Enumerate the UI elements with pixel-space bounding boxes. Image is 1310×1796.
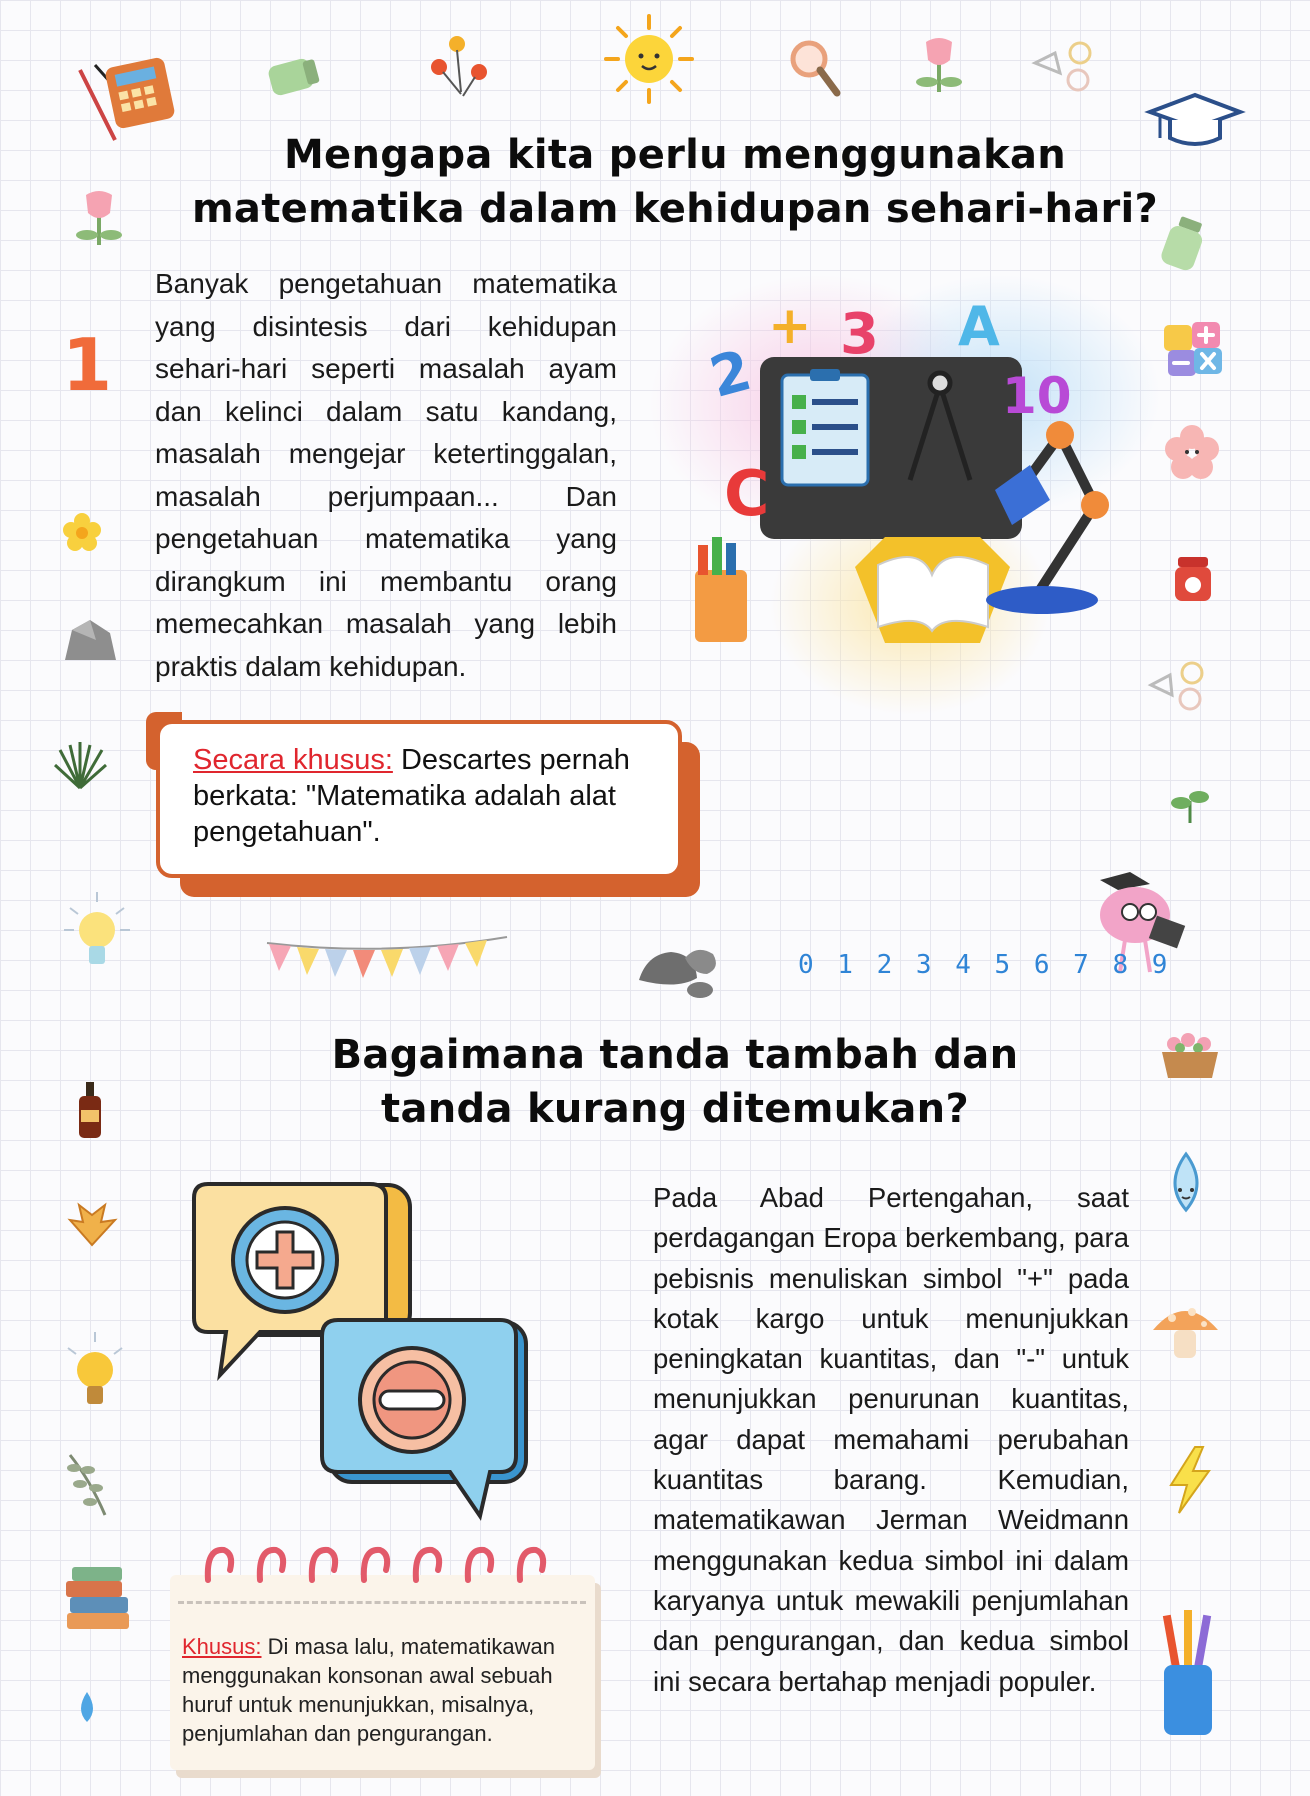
books-icon bbox=[62, 1565, 137, 1635]
section-title-line: Mengapa kita perlu menggunakan bbox=[283, 132, 1067, 178]
flower-icon bbox=[62, 512, 102, 552]
section-body-text: Pada Abad Pertengahan, saat perdagangan Eropa berkembang, para pebisnis menuliskan simbol "+" pada kotak kargo untuk menunjukkan peningkatan kuantitas, dan "-" untuk menunjukkan penurunan kuantitas, agar dapat memahami perubahan kuantitas barang. Kemudian, matematikawan Jerman Weidmann menggunakan kedua simbol ini dalam karyanya untuk mewakili penjumlahan dan pengurangan, dan kedua simbol ini secara bertahap menjadi populer. bbox=[653, 1182, 1129, 1697]
mushroom-icon bbox=[1148, 1298, 1223, 1363]
tulip-icon bbox=[72, 185, 127, 250]
number-one-decoration: 1 bbox=[62, 323, 113, 407]
callout-label: Secara khusus: bbox=[193, 744, 393, 776]
jam-jar-icon bbox=[1170, 555, 1215, 605]
jar-icon bbox=[265, 50, 325, 100]
sun-icon bbox=[604, 14, 694, 104]
note-dashed-line bbox=[178, 1601, 586, 1604]
illustration-number: 2 bbox=[703, 338, 758, 411]
section-title-line: Bagaimana tanda tambah dan bbox=[331, 1032, 1019, 1078]
section-body-text: Banyak pengetahuan matematika yang disintesis dari kehidupan sehari-hari seperti masalah ayam dan kelinci dalam satu kandang, masalah mengejar ketertinggalan, masalah perjumpaan... Dan pengetahuan matematika yang dirangkum ini membantu orang memecahkan masalah yang lebih praktis dalam kehidupan. bbox=[155, 268, 617, 682]
illustration-number: 3 bbox=[840, 302, 879, 367]
rock-icon bbox=[60, 615, 120, 670]
illustration-number: 10 bbox=[1002, 367, 1072, 425]
magnifier-icon bbox=[785, 35, 845, 100]
rocks-icon bbox=[637, 940, 722, 1000]
pushpins-icon bbox=[425, 32, 495, 107]
illustration-letter: A bbox=[958, 295, 1000, 358]
illustration-symbol: + bbox=[768, 296, 812, 356]
bottle-icon bbox=[75, 1080, 105, 1140]
math-symbols-icon bbox=[1162, 320, 1227, 380]
lightbulb-icon bbox=[60, 1330, 130, 1415]
water-drop-face-icon bbox=[1162, 1152, 1210, 1214]
eucalyptus-icon bbox=[60, 1450, 115, 1520]
lightning-icon bbox=[1165, 1445, 1215, 1515]
note-label: Khusus: bbox=[182, 1634, 262, 1659]
rings-icon bbox=[1030, 38, 1100, 98]
bunting-flags bbox=[265, 935, 510, 985]
section-title-line: matematika dalam kehidupan sehari-hari? bbox=[191, 186, 1159, 232]
pencil-cup-icon bbox=[1160, 1610, 1220, 1740]
digits-decoration: 0 1 2 3 4 5 6 7 8 9 bbox=[798, 950, 1172, 980]
flower-face-icon bbox=[1165, 425, 1220, 480]
callout-body: Descartes pernah berkata: "Matematika adalah alat pengetahuan". bbox=[193, 744, 630, 848]
plus-minus-bubbles-illustration bbox=[190, 1180, 540, 1520]
tulip-icon bbox=[912, 32, 967, 97]
note-body: Di masa lalu, matematikawan menggunakan konsonan awal sebuah huruf untuk menunjukkan, misalnya, penjumlahan dan pengurangan. bbox=[182, 1634, 555, 1746]
illustration-letter: C bbox=[724, 457, 770, 530]
callout-text bbox=[193, 742, 653, 850]
section-title-line: tanda kurang ditemukan? bbox=[381, 1086, 969, 1132]
lightbulb-icon bbox=[62, 890, 132, 975]
sprout-icon bbox=[1170, 785, 1210, 825]
section-title bbox=[130, 128, 1220, 236]
grass-icon bbox=[50, 740, 110, 790]
note-text bbox=[182, 1632, 592, 1748]
math-illustration bbox=[640, 275, 1160, 715]
water-drop-icon bbox=[75, 1690, 100, 1725]
section-title bbox=[130, 1028, 1220, 1136]
leaf-icon bbox=[65, 1200, 120, 1250]
spiral-binding bbox=[200, 1540, 560, 1600]
